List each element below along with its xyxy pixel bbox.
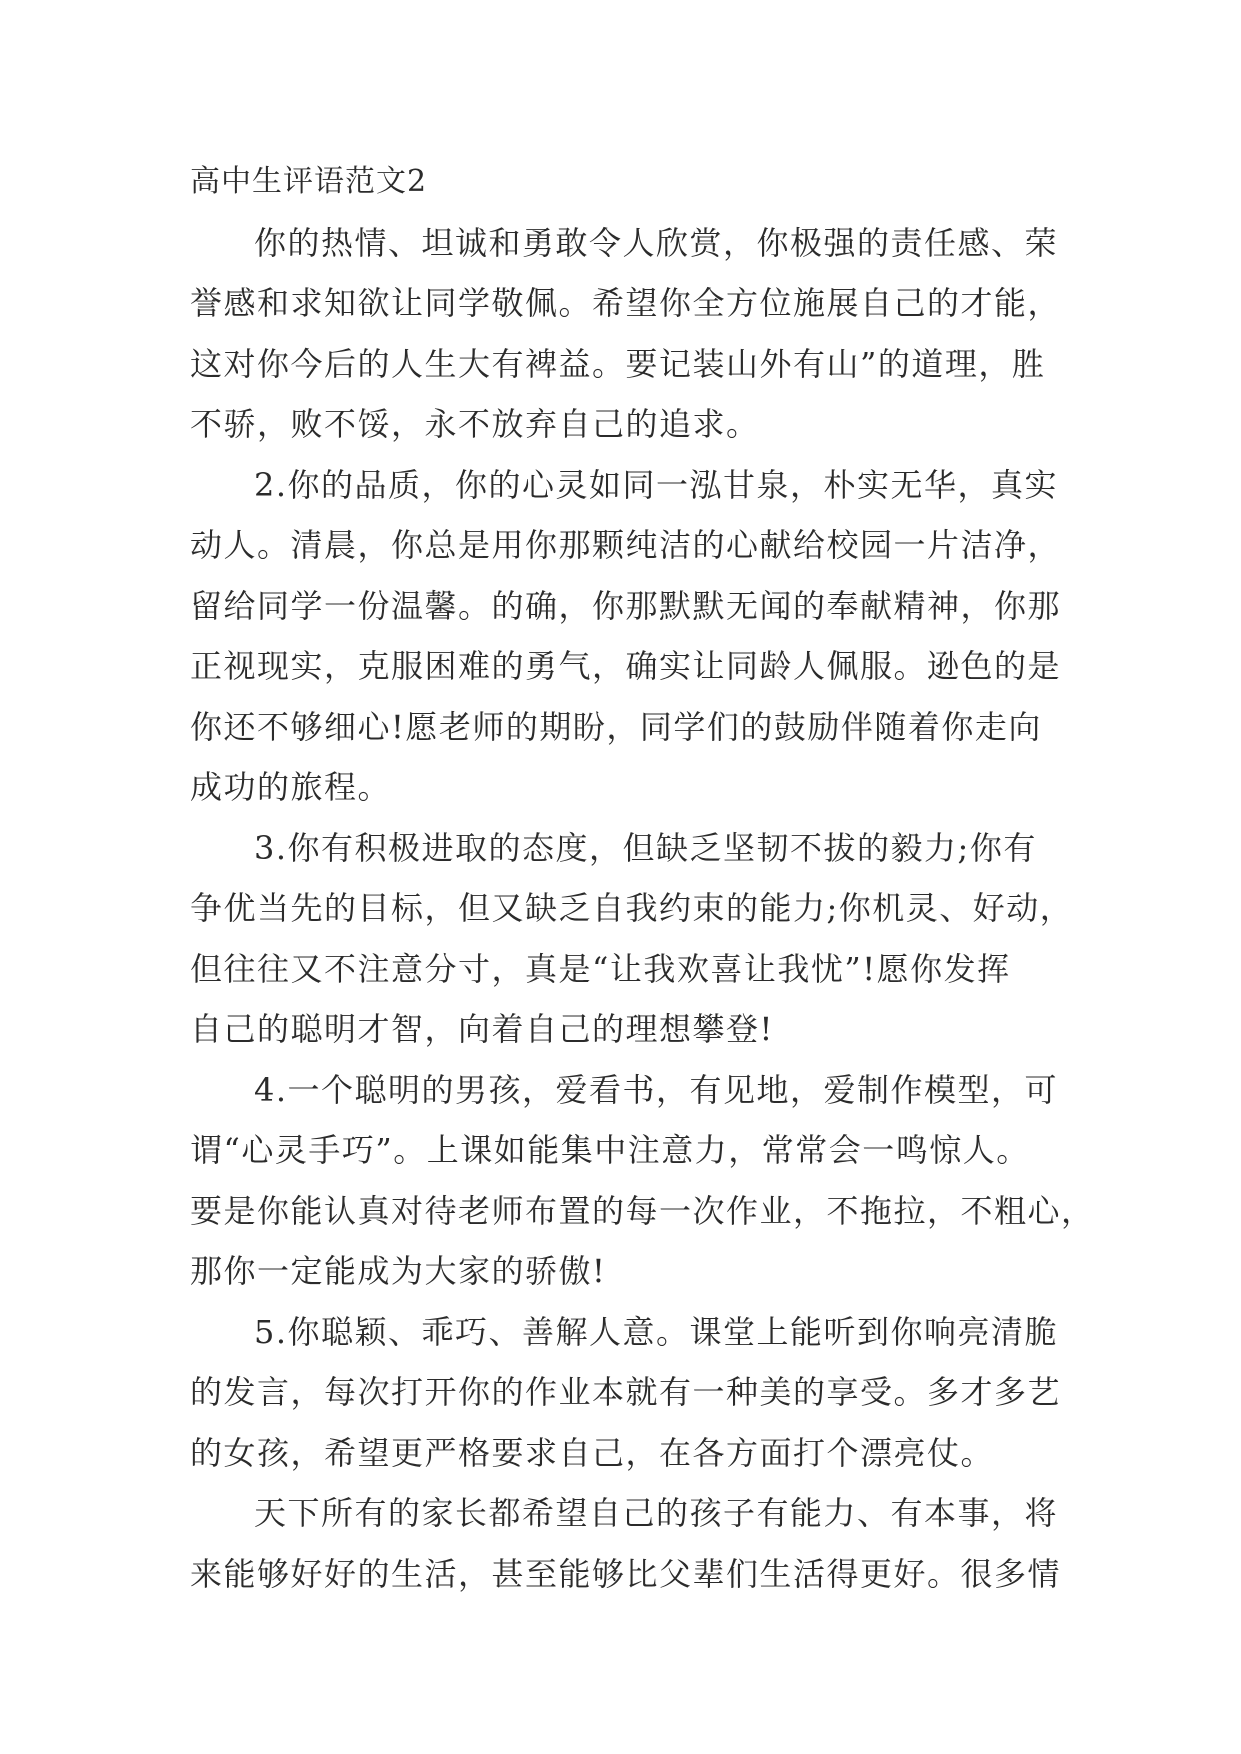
- text-line: 天下所有的家长都希望自己的孩子有能力、有本事，将: [254, 1494, 1059, 1532]
- text-line: 谓“心灵手巧”。上课如能集中注意力，常常会一鸣惊人。: [190, 1131, 1030, 1169]
- paragraph-item-4: [190, 1060, 1095, 1302]
- text-line: 来能够好好的生活，甚至能够比父辈们生活得更好。很多情: [190, 1554, 1062, 1593]
- text-line: 的女孩，希望更严格要求自己，在各方面打个漂亮仗。: [190, 1433, 995, 1472]
- text-line: 正视现实，克服困难的勇气，确实让同龄人佩服。逊色的是: [190, 647, 1062, 685]
- text-line: 5.你聪颖、乖巧、善解人意。课堂上能听到你响亮清脆: [254, 1312, 1059, 1351]
- paragraph-intro: [190, 213, 1060, 455]
- paragraph-item-5: [190, 1302, 1060, 1484]
- text-line: 不骄，败不馁，永不放弃自己的追求。: [190, 405, 760, 443]
- paragraph-item-3: [190, 818, 1074, 1060]
- text-line: 4.一个聪明的男孩，爱看书，有见地，爱制作模型，可: [254, 1070, 1059, 1109]
- text-line: 那你一定能成为大家的骄傲!: [190, 1252, 607, 1290]
- paragraph-closing: [190, 1483, 1060, 1604]
- text-line: 留给同学一份温馨。的确，你那默默无闻的奉献精神，你那: [190, 586, 1062, 625]
- text-line: 要是你能认真对待老师布置的每一次作业，不拖拉，不粗心，: [190, 1191, 1095, 1230]
- text-line: 动人。清晨，你总是用你那颗纯洁的心献给校园一片洁净，: [190, 526, 1062, 564]
- document-body: [190, 152, 1095, 1604]
- text-line: 争优当先的目标，但又缺乏自我约束的能力;你机灵、好动，: [190, 889, 1074, 927]
- text-line: 的发言，每次打开你的作业本就有一种美的享受。多才多艺: [190, 1373, 1062, 1411]
- document-title: 高中生评语范文2: [190, 164, 428, 199]
- text-line: 成功的旅程。: [190, 768, 392, 806]
- text-line: 3.你有积极进取的态度，但缺乏坚韧不拔的毅力;你有: [254, 828, 1037, 867]
- text-line: 誉感和求知欲让同学敬佩。希望你全方位施展自己的才能，: [190, 284, 1062, 322]
- paragraph-item-2: [190, 455, 1060, 818]
- text-line: 这对你今后的人生大有裨益。要记装山外有山”的道理，胜: [190, 344, 1046, 383]
- text-line: 但往往又不注意分寸，真是“让我欢喜让我忧”!愿你发挥: [190, 949, 1011, 988]
- text-line: 你的热情、坦诚和勇敢令人欣赏，你极强的责任感、荣: [254, 223, 1059, 262]
- text-line: 自己的聪明才智，向着自己的理想攀登!: [190, 1010, 774, 1048]
- text-line: 你还不够细心!愿老师的期盼，同学们的鼓励伴随着你走向: [190, 707, 1042, 746]
- text-line: 2.你的品质，你的心灵如同一泓甘泉，朴实无华，真实: [254, 465, 1059, 504]
